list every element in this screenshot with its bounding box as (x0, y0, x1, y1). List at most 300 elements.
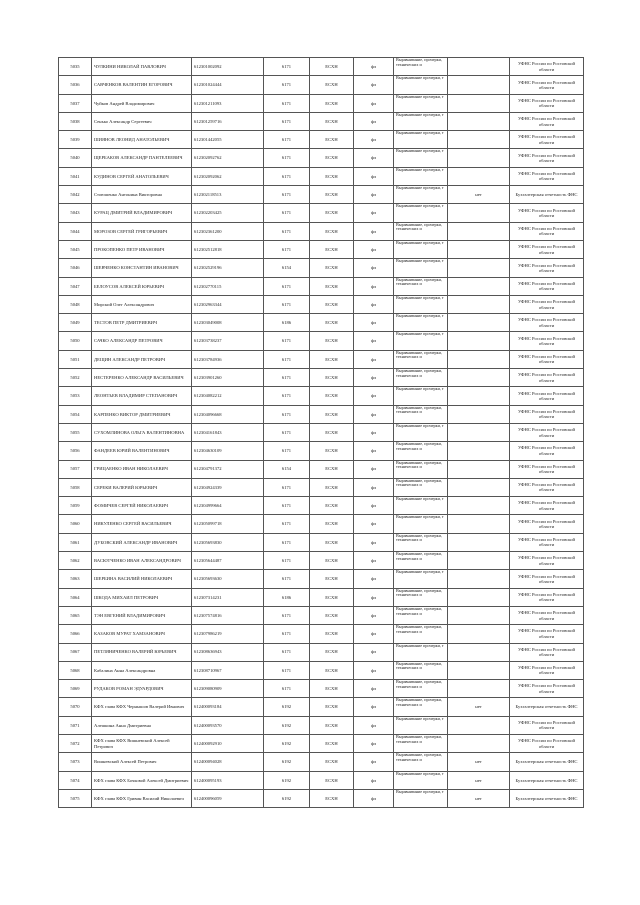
taxpayer-inn: 612302118513 (192, 186, 264, 204)
authority-code: 6171 (264, 606, 310, 624)
tax-regime: ЕСХН (310, 497, 354, 515)
entity-type: фл (354, 442, 394, 460)
record-description: Выравнивание прочерки, т (394, 789, 448, 807)
authority-code: 6171 (264, 643, 310, 661)
flag-value (448, 405, 510, 423)
record-description: Выравнивание прочерки, т (394, 76, 448, 94)
source-organization: УФНС России по Ростовской области (510, 405, 584, 423)
taxpayer-name: Сенько Александр Сергеевич (92, 112, 192, 130)
row-number: 5048 (59, 295, 92, 313)
row-number: 5071 (59, 716, 92, 734)
tax-regime: ЕСХН (310, 515, 354, 533)
record-description: Выравнивание прочерки, т (394, 167, 448, 185)
row-number: 5059 (59, 497, 92, 515)
record-description: Выравнивание прочерки, т (394, 716, 448, 734)
taxpayer-name: ЛЕОНТЬЕВ ВЛАДИМИР СТЕПАНОВИЧ (92, 387, 192, 405)
taxpayer-inn: 612302770115 (192, 277, 264, 295)
record-description: Выравнивание прочерки, т (394, 94, 448, 112)
flag-value (448, 240, 510, 258)
taxpayer-name: КУРАЦ ДМИТРИЙ ВЛАДИМИРОВИЧ (92, 204, 192, 222)
flag-value (448, 680, 510, 698)
row-number: 5039 (59, 131, 92, 149)
entity-type: фл (354, 460, 394, 478)
record-description: Выравнивание прочерки, т (394, 131, 448, 149)
entity-type: фл (354, 734, 394, 752)
flag-value (448, 314, 510, 332)
flag-value (448, 387, 510, 405)
entity-type: фл (354, 716, 394, 734)
entity-type: фл (354, 533, 394, 551)
row-number: 5050 (59, 332, 92, 350)
row-number: 5053 (59, 387, 92, 405)
record-description: Выравнивание, прочерки, технических и (394, 369, 448, 387)
record-description: Выравнивание, прочерки, технических и (394, 734, 448, 752)
taxpayer-inn: 612303784936 (192, 350, 264, 368)
entity-type: фл (354, 515, 394, 533)
document-page (58, 57, 583, 808)
tax-regime: ЕСХН (310, 734, 354, 752)
taxpayer-inn: 612304791372 (192, 460, 264, 478)
source-organization: УФНС России по Ростовской области (510, 661, 584, 679)
taxpayer-inn: 612302092762 (192, 149, 264, 167)
flag-value (448, 332, 510, 350)
table-row (59, 76, 584, 94)
authority-code: 6171 (264, 369, 310, 387)
source-organization: УФНС России по Ростовской области (510, 570, 584, 588)
source-organization: УФНС России по Ростовской области (510, 149, 584, 167)
authority-code: 6171 (264, 661, 310, 679)
row-number: 5066 (59, 625, 92, 643)
tax-regime: ЕСХН (310, 131, 354, 149)
taxpayer-name: ГРИЦАЕНКО ИВАН НИКОЛАЕВИЧ (92, 460, 192, 478)
record-description: Выравнивание прочерки, т (394, 497, 448, 515)
row-number: 5068 (59, 661, 92, 679)
record-description: Выравнивание, прочерки, технических и (394, 588, 448, 606)
table-row (59, 552, 584, 570)
row-number: 5052 (59, 369, 92, 387)
table-row (59, 131, 584, 149)
authority-code: 6186 (264, 588, 310, 606)
taxpayer-name: Стоюшенко Антонина Викторовна (92, 186, 192, 204)
table-row (59, 680, 584, 698)
source-organization: УФНС России по Ростовской области (510, 515, 584, 533)
flag-value (448, 478, 510, 496)
row-number: 5041 (59, 167, 92, 185)
source-organization: УФНС России по Ростовской области (510, 460, 584, 478)
row-number: 5069 (59, 680, 92, 698)
flag-value (448, 460, 510, 478)
record-description: Выравнивание, прочерки, технических и (394, 442, 448, 460)
flag-value (448, 277, 510, 295)
taxpayer-inn: 612400094028 (192, 753, 264, 771)
row-number: 5040 (59, 149, 92, 167)
taxpayer-name: ВАСЮТЧЕНКО ИВАН АЛЕКСАНДРОВИЧ (92, 552, 192, 570)
table-row (59, 58, 584, 76)
record-description: Выравнивание прочерки, т (394, 332, 448, 350)
authority-code: 6171 (264, 387, 310, 405)
taxpayer-inn: 612302092062 (192, 167, 264, 185)
entity-type: фл (354, 423, 394, 441)
entity-type: фл (354, 588, 394, 606)
entity-type: фл (354, 295, 394, 313)
table-row (59, 387, 584, 405)
flag-value (448, 734, 510, 752)
table-row (59, 606, 584, 624)
table-row (59, 643, 584, 661)
table-row (59, 716, 584, 734)
source-organization: УФНС России по Ростовской области (510, 497, 584, 515)
authority-code: 6171 (264, 423, 310, 441)
entity-type: фл (354, 222, 394, 240)
tax-regime: ЕСХН (310, 478, 354, 496)
source-organization: УФНС России по Ростовской области (510, 277, 584, 295)
flag-value (448, 423, 510, 441)
taxpayer-name: Чуйков Андрей Владимирович (92, 94, 192, 112)
taxpayer-name: Кабалина Анна Александровна (92, 661, 192, 679)
authority-code: 6171 (264, 204, 310, 222)
row-number: 5038 (59, 112, 92, 130)
entity-type: фл (354, 606, 394, 624)
taxpayer-name: НИКУЛЕНКО СЕРГЕЙ ВАСИЛЬЕВИЧ (92, 515, 192, 533)
entity-type: фл (354, 240, 394, 258)
source-organization: Бухгалтерская отчетность ФНС (510, 698, 584, 716)
authority-code: 6171 (264, 478, 310, 496)
flag-value: нет (448, 753, 510, 771)
taxpayer-inn: 612301002092 (192, 58, 264, 76)
taxpayer-inn: 612304161843 (192, 423, 264, 441)
row-number: 5054 (59, 405, 92, 423)
flag-value (448, 716, 510, 734)
authority-code: 6171 (264, 570, 310, 588)
tax-regime: ЕСХН (310, 58, 354, 76)
tax-regime: ЕСХН (310, 442, 354, 460)
tax-regime: ЕСХН (310, 387, 354, 405)
taxpayer-name: КАРПЕНКО ВИКТОР ДМИТРИЕВИЧ (92, 405, 192, 423)
taxpayer-name: Алешкина Анна Дмитриевна (92, 716, 192, 734)
flag-value (448, 131, 510, 149)
taxpayer-inn: 612303049008 (192, 314, 264, 332)
row-number: 5058 (59, 478, 92, 496)
record-description: Выравнивание, прочерки, технических и (394, 350, 448, 368)
record-description: Выравнивание, прочерки, технических и (394, 552, 448, 570)
source-organization: УФНС России по Ростовской области (510, 606, 584, 624)
tax-regime: ЕСХН (310, 149, 354, 167)
taxpayer-inn: 612302203425 (192, 204, 264, 222)
record-description: Выравнивание прочерки, т (394, 295, 448, 313)
entity-type: фл (354, 789, 394, 807)
authority-code: 6171 (264, 405, 310, 423)
entity-type: фл (354, 680, 394, 698)
authority-code: 6154 (264, 460, 310, 478)
table-row (59, 167, 584, 185)
taxpayer-name: ТЕСТОВ ПЕТР ДМИТРИЕВИЧ (92, 314, 192, 332)
taxpayer-inn: 612305693830 (192, 533, 264, 551)
row-number: 5063 (59, 570, 92, 588)
source-organization: Бухгалтерская отчетность ФНС (510, 771, 584, 789)
tax-regime: ЕСХН (310, 533, 354, 551)
taxpayer-inn: 612304924339 (192, 478, 264, 496)
row-number: 5070 (59, 698, 92, 716)
taxpayer-inn: 612301259716 (192, 112, 264, 130)
tax-regime: ЕСХН (310, 771, 354, 789)
record-description: Выравнивание прочерки, т (394, 570, 448, 588)
source-organization: УФНС России по Ростовской области (510, 259, 584, 277)
flag-value (448, 167, 510, 185)
row-number: 5057 (59, 460, 92, 478)
table-row (59, 570, 584, 588)
flag-value (448, 222, 510, 240)
tax-regime: ЕСХН (310, 167, 354, 185)
taxpayer-inn: 612303901260 (192, 369, 264, 387)
entity-type: фл (354, 277, 394, 295)
tax-regime: ЕСХН (310, 588, 354, 606)
record-description: Выравнивание, прочерки, технических и (394, 533, 448, 551)
entity-type: фл (354, 405, 394, 423)
authority-code: 6171 (264, 240, 310, 258)
source-organization: УФНС России по Ростовской области (510, 350, 584, 368)
authority-code: 6171 (264, 149, 310, 167)
table-row (59, 369, 584, 387)
table-row (59, 478, 584, 496)
authority-code: 6171 (264, 552, 310, 570)
authority-code: 6171 (264, 76, 310, 94)
tax-regime: ЕСХН (310, 753, 354, 771)
flag-value (448, 112, 510, 130)
row-number: 5045 (59, 240, 92, 258)
taxpayer-name: ПРОКОПЕНКО ПЕТР ИВАНОВИЧ (92, 240, 192, 258)
record-description: Выравнивание, прочерки, технических и (394, 606, 448, 624)
source-organization: УФНС России по Ростовской области (510, 625, 584, 643)
record-description: Выравнивание прочерки, т (394, 149, 448, 167)
record-description: Выравнивание, прочерки, технических и (394, 460, 448, 478)
taxpayer-inn: 612304082212 (192, 387, 264, 405)
taxpayer-name: СУХОМЛИНОВА ОЛЬГА ВАЛЕНТИНОВНА (92, 423, 192, 441)
taxpayer-inn: 612305693630 (192, 570, 264, 588)
flag-value (448, 259, 510, 277)
taxpayer-inn: 612400093184 (192, 698, 264, 716)
tax-regime: ЕСХН (310, 460, 354, 478)
source-organization: УФНС России по Ростовской области (510, 131, 584, 149)
table-row (59, 149, 584, 167)
source-organization: УФНС России по Ростовской области (510, 552, 584, 570)
row-number: 5042 (59, 186, 92, 204)
taxpayer-inn: 612400096059 (192, 789, 264, 807)
flag-value (448, 552, 510, 570)
tax-regime: ЕСХН (310, 277, 354, 295)
taxpayer-inn: 612301024444 (192, 76, 264, 94)
record-description: Выравнивание прочерки, т (394, 259, 448, 277)
authority-code: 6171 (264, 680, 310, 698)
flag-value (448, 369, 510, 387)
tax-regime: ЕСХН (310, 204, 354, 222)
tax-regime: ЕСХН (310, 295, 354, 313)
record-description: Выравнивание, прочерки, технических и (394, 680, 448, 698)
authority-code: 6186 (264, 314, 310, 332)
authority-code: 6171 (264, 222, 310, 240)
source-organization: УФНС России по Ростовской области (510, 716, 584, 734)
record-description: Выравнивание прочерки, т (394, 515, 448, 533)
tax-regime: ЕСХН (310, 698, 354, 716)
taxpayer-inn: 612304999664 (192, 497, 264, 515)
flag-value (448, 588, 510, 606)
entity-type: фл (354, 387, 394, 405)
source-organization: Бухгалтерская отчетность ФНС (510, 186, 584, 204)
source-organization: УФНС России по Ростовской области (510, 240, 584, 258)
taxpayer-name: Мирский Олег Александрович (92, 295, 192, 313)
taxpayer-name: НЕСТЕРЕНКО АЛЕКСАНДР ВАСИЛЬЕВИЧ (92, 369, 192, 387)
table-row (59, 259, 584, 277)
taxpayer-name: КФХ глава КФХ Бочковой Алексей Дмитриевич (92, 771, 192, 789)
authority-code: 6192 (264, 753, 310, 771)
table-row (59, 460, 584, 478)
taxpayer-inn: 612400093570 (192, 716, 264, 734)
entity-type: фл (354, 112, 394, 130)
table-row (59, 515, 584, 533)
taxpayer-name: ЩЕРБАКОВ АЛЕКСАНДР ПАНТЕЛЕЕВИЧ (92, 149, 192, 167)
row-number: 5037 (59, 94, 92, 112)
table-body (59, 58, 584, 808)
source-organization: УФНС России по Ростовской области (510, 680, 584, 698)
row-number: 5062 (59, 552, 92, 570)
taxpayer-inn: 612400095193 (192, 771, 264, 789)
table-row (59, 661, 584, 679)
authority-code: 6192 (264, 698, 310, 716)
authority-code: 6171 (264, 94, 310, 112)
authority-code: 6171 (264, 442, 310, 460)
row-number: 5061 (59, 533, 92, 551)
flag-value (448, 497, 510, 515)
taxpayer-inn: 612302512818 (192, 240, 264, 258)
taxpayer-inn: 612307986219 (192, 625, 264, 643)
source-organization: УФНС России по Ростовской области (510, 314, 584, 332)
entity-type: фл (354, 661, 394, 679)
table-row (59, 588, 584, 606)
authority-code: 6171 (264, 350, 310, 368)
record-description: Выравнивание, прочерки, технических и (394, 698, 448, 716)
flag-value (448, 661, 510, 679)
entity-type: фл (354, 332, 394, 350)
record-description: Выравнивание прочерки, т (394, 314, 448, 332)
table-row (59, 771, 584, 789)
flag-value (448, 515, 510, 533)
record-description: Выравнивание прочерки, т (394, 423, 448, 441)
table-row (59, 112, 584, 130)
source-organization: УФНС России по Ростовской области (510, 478, 584, 496)
record-description: Выравнивание, прочерки, технических и (394, 478, 448, 496)
taxpayer-inn: 612302529196 (192, 259, 264, 277)
record-description: Выравнивание прочерки, т (394, 643, 448, 661)
authority-code: 6171 (264, 295, 310, 313)
taxpayer-name: ПЕТЛЯНИЧЕНКО ВАЛЕРИЙ ЮРЬЕВИЧ (92, 643, 192, 661)
entity-type: фл (354, 314, 394, 332)
tax-regime: ЕСХН (310, 76, 354, 94)
record-description: Выравнивание прочерки, т (394, 186, 448, 204)
authority-code: 6171 (264, 497, 310, 515)
table-row (59, 314, 584, 332)
authority-code: 6171 (264, 625, 310, 643)
authority-code: 6171 (264, 186, 310, 204)
row-number: 5067 (59, 643, 92, 661)
record-description: Выравнивание прочерки, т (394, 112, 448, 130)
entity-type: фл (354, 497, 394, 515)
source-organization: УФНС России по Ростовской области (510, 369, 584, 387)
row-number: 5072 (59, 734, 92, 752)
flag-value (448, 149, 510, 167)
tax-regime: ЕСХН (310, 680, 354, 698)
row-number: 5056 (59, 442, 92, 460)
tax-regime: ЕСХН (310, 259, 354, 277)
flag-value (448, 76, 510, 94)
row-number: 5065 (59, 606, 92, 624)
flag-value: нет (448, 186, 510, 204)
taxpayer-name: КФХ глава КФХ Гривин Василий Николаевич (92, 789, 192, 807)
record-description: Выравнивание, прочерки, технических и (394, 625, 448, 643)
source-organization: УФНС России по Ростовской области (510, 643, 584, 661)
row-number: 5036 (59, 76, 92, 94)
entity-type: фл (354, 149, 394, 167)
table-row (59, 405, 584, 423)
tax-regime: ЕСХН (310, 350, 354, 368)
table-row (59, 734, 584, 752)
authority-code: 6171 (264, 131, 310, 149)
record-description: Выравнивание, прочерки, технических и (394, 405, 448, 423)
source-organization: УФНС России по Ростовской области (510, 423, 584, 441)
table-row (59, 295, 584, 313)
authority-code: 6192 (264, 734, 310, 752)
taxpayer-name: МОРОЗОВ СЕРГЕЙ ГРИГОРЬЕВИЧ (92, 222, 192, 240)
taxpayer-inn: 612302361200 (192, 222, 264, 240)
flag-value (448, 204, 510, 222)
taxpayer-inn: 612309080909 (192, 680, 264, 698)
records-table (58, 57, 584, 808)
entity-type: фл (354, 753, 394, 771)
source-organization: УФНС России по Ростовской области (510, 204, 584, 222)
tax-regime: ЕСХН (310, 570, 354, 588)
taxpayer-inn: 612400092910 (192, 734, 264, 752)
table-row (59, 625, 584, 643)
record-description: Выравнивание прочерки, т (394, 771, 448, 789)
tax-regime: ЕСХН (310, 405, 354, 423)
source-organization: УФНС России по Ростовской области (510, 387, 584, 405)
authority-code: 6171 (264, 515, 310, 533)
source-organization: УФНС России по Ростовской области (510, 94, 584, 112)
tax-regime: ЕСХН (310, 369, 354, 387)
row-number: 5049 (59, 314, 92, 332)
table-row (59, 186, 584, 204)
authority-code: 6171 (264, 533, 310, 551)
taxpayer-inn: 612308710967 (192, 661, 264, 679)
source-organization: УФНС России по Ростовской области (510, 222, 584, 240)
source-organization: УФНС России по Ростовской области (510, 588, 584, 606)
flag-value (448, 625, 510, 643)
authority-code: 6192 (264, 716, 310, 734)
entity-type: фл (354, 478, 394, 496)
taxpayer-name: КФХ глава КФХ Чернышов Валерий Ивнович (92, 698, 192, 716)
record-description: Выравнивание, прочерки, технических и (394, 58, 448, 76)
entity-type: фл (354, 552, 394, 570)
source-organization: УФНС России по Ростовской области (510, 734, 584, 752)
table-row (59, 698, 584, 716)
taxpayer-inn: 612301211093 (192, 94, 264, 112)
taxpayer-inn: 612305099718 (192, 515, 264, 533)
record-description: Выравнивание, прочерки, технических и (394, 222, 448, 240)
entity-type: фл (354, 186, 394, 204)
record-description: Выравнивание прочерки, т (394, 240, 448, 258)
flag-value: нет (448, 698, 510, 716)
taxpayer-name: ШЕРБИНА ВАСИЛИЙ НИКОЛАЕВИЧ (92, 570, 192, 588)
authority-code: 6171 (264, 277, 310, 295)
table-row (59, 789, 584, 807)
